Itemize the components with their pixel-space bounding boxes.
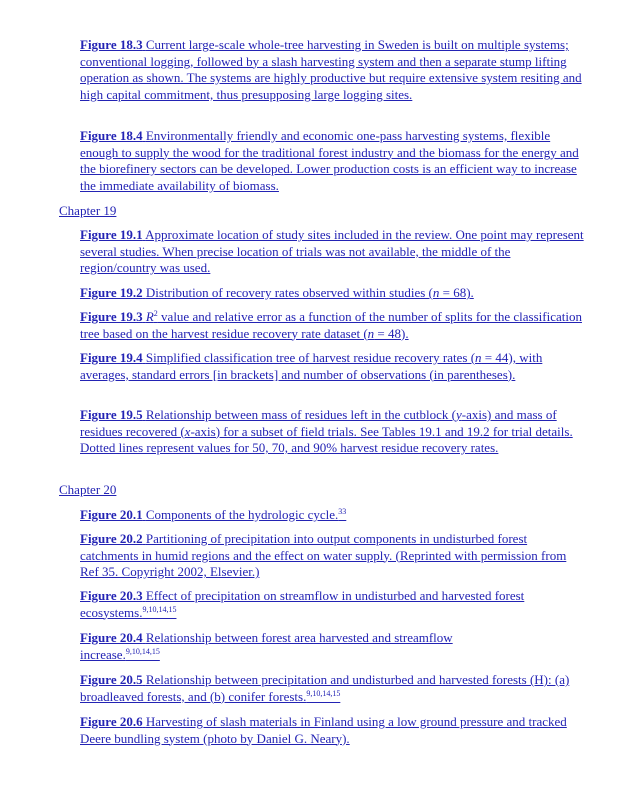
figure-caption-b: = 48).	[374, 325, 409, 341]
entry-figure-19-5[interactable]	[80, 407, 585, 457]
variable-r: R	[145, 309, 154, 324]
variable-y: y	[455, 407, 462, 422]
figure-caption-a: Simplified classification tree of harvest residue recovery rates (	[145, 350, 476, 365]
reference-numbers: 9,10,14,15	[125, 646, 160, 656]
figure-label: Figure 20.6	[80, 714, 143, 729]
variable-n: n	[367, 325, 375, 341]
variable-n: n	[475, 350, 482, 365]
figure-caption: Relationship between forest area harvested and streamflow increase.	[80, 630, 453, 662]
figure-caption: Harvesting of slash materials in Finland using a low ground pressure and tracked Deere bundling system (photo by Daniel G. Neary).	[80, 714, 567, 746]
figure-label: Figure 20.3	[80, 588, 143, 603]
superscript-2: 2	[153, 309, 158, 318]
entry-figure-20-4[interactable]	[80, 630, 510, 663]
entry-figure-20-3[interactable]	[80, 588, 585, 621]
entry-figure-20-2[interactable]	[80, 531, 585, 581]
figure-label: Figure 20.5	[80, 672, 143, 687]
figure-caption: Approximate location of study sites included in the review. One point may represent several studies. When precise location of trials was not available, the middle of the region/country was used.	[80, 227, 584, 276]
entry-figure-19-4[interactable]	[80, 350, 585, 383]
entry-figure-19-3[interactable]	[80, 309, 585, 342]
entry-figure-19-2[interactable]	[80, 285, 585, 302]
chapter-19-link[interactable]: Chapter 19	[59, 203, 117, 218]
figure-caption-a: Distribution of recovery rates observed within studies (	[145, 285, 433, 300]
variable-x: x	[184, 423, 191, 439]
reference-number: 33	[338, 507, 347, 516]
figure-caption: Components of the hydrologic cycle.	[145, 507, 339, 522]
figure-caption-a: Relationship between mass of residues left in the cutblock (	[145, 407, 456, 422]
figure-label: Figure 19.4	[80, 350, 143, 365]
figure-caption: Effect of precipitation on streamflow in undisturbed and harvested forest ecosystems.	[80, 588, 525, 620]
figure-caption-b: = 44), with averages, standard errors [in brackets] and number of observations (in parentheses).	[80, 350, 543, 382]
chapter-20-link[interactable]: Chapter 20	[59, 482, 117, 497]
figure-label: Figure 20.2	[80, 531, 143, 546]
figure-caption: Current large-scale whole-tree harvesting in Sweden is built on multiple systems; conventional logging, followed by a slash harvesting system and then a separate stump lifting operation as shown. The systems are highly productive but require extensive system resiting and high capital commitment, thus presupposing large logging sites.	[80, 37, 582, 102]
figure-label: Figure 19.3	[80, 309, 143, 324]
figure-caption: Relationship between precipitation and undisturbed and harvested forests (H): (a) broadleaved forests, and (b) conifer forests.	[80, 672, 570, 704]
figure-caption-b: = 68).	[439, 285, 474, 300]
reference-numbers: 9,10,14,15	[142, 604, 177, 614]
figure-caption-a: value and relative error as a function of the number of splits for the classification tree based on the harvest residue recovery rate dataset (	[80, 309, 582, 341]
entry-figure-18-4[interactable]	[80, 128, 585, 194]
figure-label: Figure 18.4	[80, 128, 143, 143]
reference-numbers: 9,10,14,15	[306, 688, 341, 698]
figure-caption: Environmentally friendly and economic one-pass harvesting systems, flexible enough to supply the wood for the traditional forest industry and the biomass for the energy and the biorefinery sectors can be developed. Lower production costs is an efficient way to increase the immediate availability of biomass.	[80, 128, 579, 193]
figure-caption: Partitioning of precipitation into output components in undisturbed forest catchments in humid regions and the effect on water supply. (Reprinted with permission from Ref 35. Copyright 2002, Elsevier.)	[80, 531, 567, 580]
figure-caption-b: -axis) and mass of residues recovered (	[80, 407, 557, 439]
entry-figure-20-5[interactable]	[80, 672, 585, 705]
figure-label: Figure 19.2	[80, 285, 143, 300]
figure-label: Figure 20.1	[80, 507, 143, 522]
figure-label: Figure 19.5	[80, 407, 143, 422]
figure-caption-c: -axis) for a subset of field trials. See Tables 19.1 and 19.2 for trial details. Dotted lines represent values for 50, 70, and 90% harvest residue recovery rates.	[80, 423, 573, 456]
entry-figure-18-3[interactable]	[80, 37, 585, 103]
variable-n: n	[432, 285, 440, 300]
entry-figure-20-6[interactable]	[80, 714, 585, 747]
figure-label: Figure 20.4	[80, 630, 143, 645]
figure-label: Figure 18.3	[80, 37, 143, 52]
entry-figure-20-1[interactable]	[80, 507, 585, 524]
figure-label: Figure 19.1	[80, 227, 143, 242]
entry-figure-19-1[interactable]	[80, 227, 585, 277]
